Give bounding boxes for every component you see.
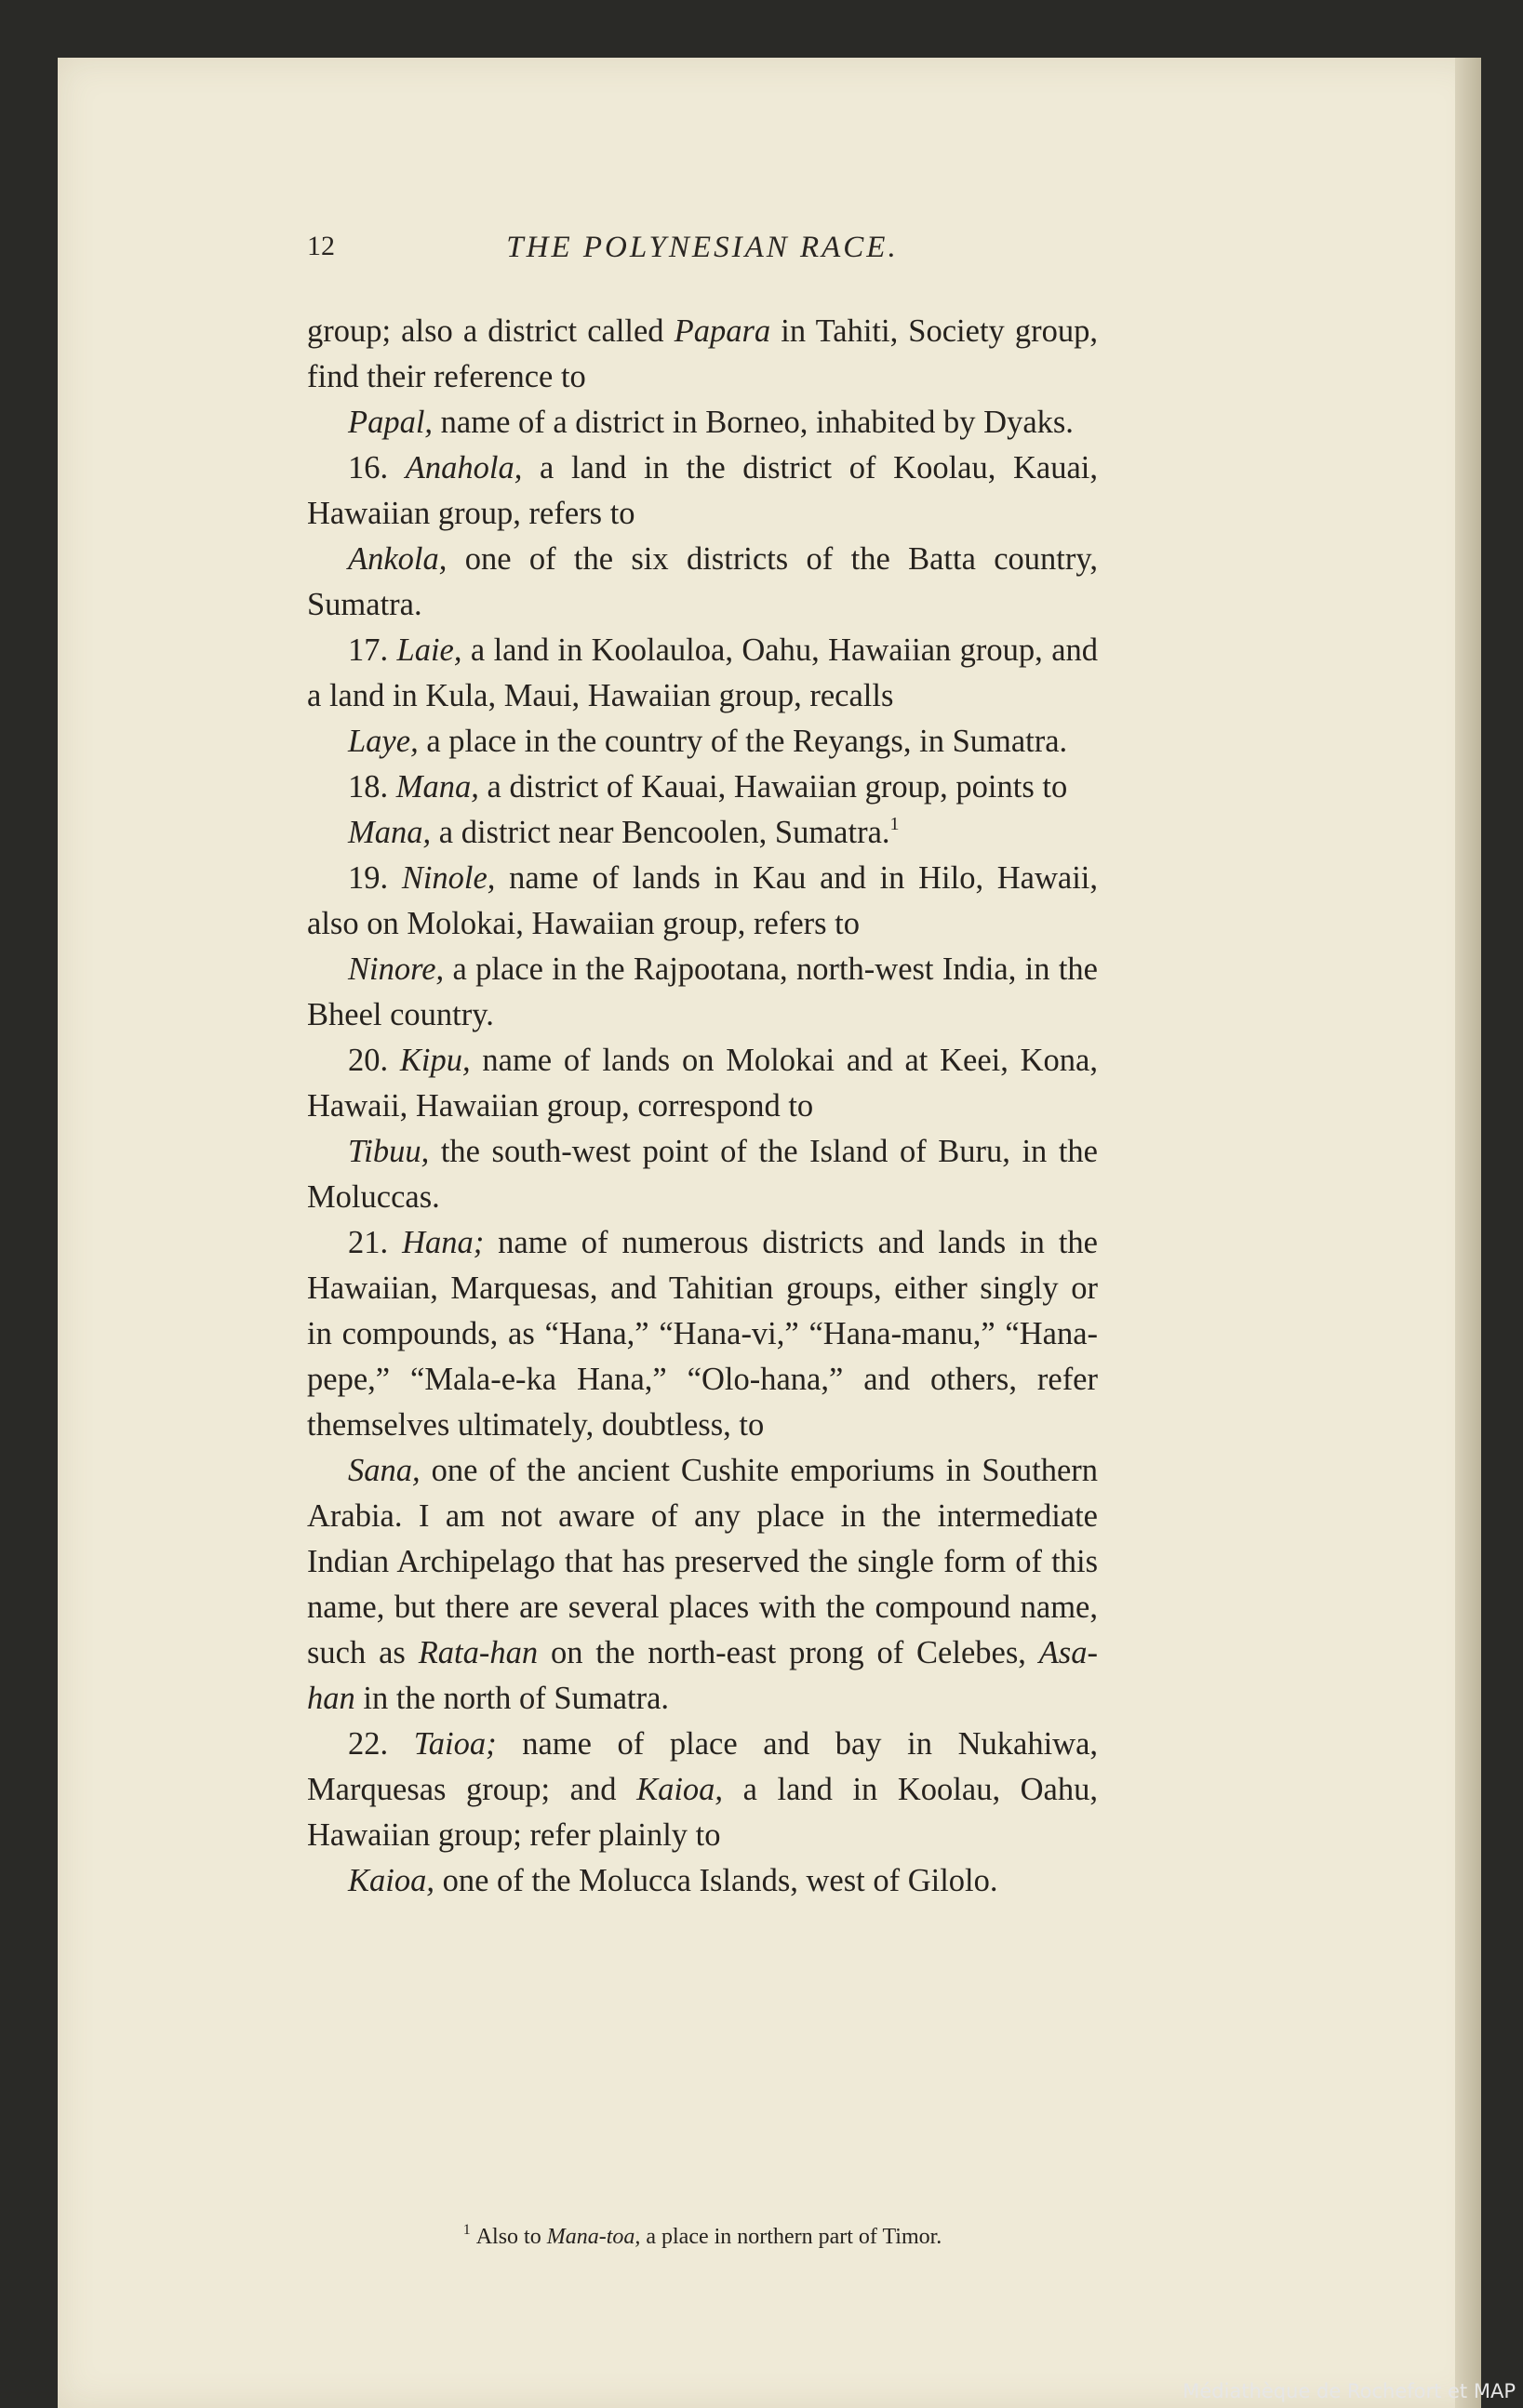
paragraph: Papal, name of a district in Borneo, inhabited by Dyaks. [348,405,1074,440]
paragraph: Kaioa, one of the Molucca Islands, west of Gilolo. [348,1863,998,1898]
paragraph: group; also a district called Papara in Tahiti, Society group, find their reference to [307,313,1099,394]
paragraph: Tibuu, the south-west point of the Island of Buru, in the Moluccas. [307,1134,1098,1215]
paragraph: 19. Ninole, name of lands in Kau and in Hilo, Hawaii, also on Molokai, Hawaiian group, refers to [307,860,1098,941]
paragraph: Ninore, a place in the Rajpootana, north-west India, in the Bheel country. [307,951,1098,1032]
footnote: $^1$ Also to Mana-toa, a place in northern part of Timor. [462,2222,942,2249]
page-edge [1455,58,1481,2408]
paragraph: 21. Hana; name of numerous districts and lands in the Hawaiian, Marquesas, and Tahitian groups, either singly or in compounds, as “Hana,” “Hana-vi,” “Hana-manu,” “Hana-pepe,” “Mala-e-ka Hana,” “Olo-hana,” and others, refer themselves ultimately, doubtless, to [307,1225,1098,1443]
body-text [307,309,1098,1904]
paragraph: 20. Kipu, name of lands on Molokai and at Keei, Kona, Hawaii, Hawaiian group, correspond to [307,1043,1098,1124]
paragraph: Laye, a place in the country of the Reyangs, in Sumatra. [348,724,1068,759]
paragraph: Ankola, one of the six districts of the Batta country, Sumatra. [307,541,1098,622]
page-number: 12 [307,231,335,261]
footnote-number: 1 [462,2222,471,2238]
footnote-marker: 1 [889,814,900,834]
paragraph: Sana, one of the ancient Cushite emporiums in Southern Arabia. I am not aware of any place in the intermediate Indian Archipelago that has preserved the single form of this name, but there are several places with the compound name, such as Rata-han on the north-east prong of Celebes, Asa-han in the north of Sumatra. [307,1453,1098,1716]
paragraph: 18. Mana, a district of Kauai, Hawaiian group, points to [348,769,1068,805]
paragraph: 22. Taioa; name of place and bay in Nukahiwa, Marquesas group; and Kaioa, a land in Koolau, Oahu, Hawaiian group; refer plainly to [307,1726,1099,1853]
paragraph: 16. Anahola, a land in the district of Koolau, Kauai, Hawaiian group, refers to [307,450,1098,531]
running-title: THE POLYNESIAN RACE. [506,231,899,264]
library-watermark: Médiathèque de Rochefort et MAP [1182,2380,1516,2402]
paragraph: 17. Laie, a land in Koolauloa, Oahu, Hawaiian group, and a land in Kula, Maui, Hawaiian group, recalls [307,632,1099,713]
paragraph: Mana, a district near Bencoolen, Sumatra.$^1$ [348,814,900,850]
page-header [307,231,1098,268]
